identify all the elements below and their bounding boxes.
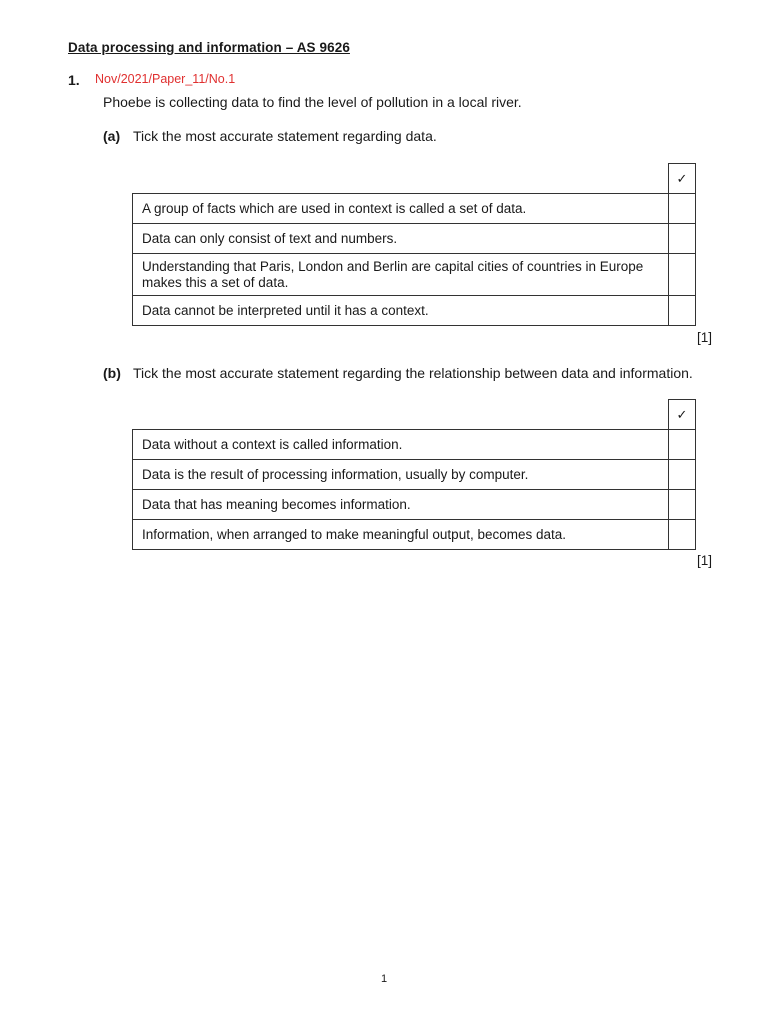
part-b-marks: [1] — [696, 553, 712, 568]
part-b-table — [132, 399, 696, 550]
question-reference: Nov/2021/Paper_11/No.1 — [95, 72, 236, 86]
statement-text: Data cannot be interpreted until it has a context. — [133, 296, 669, 326]
statement-text: Data without a context is called information. — [133, 430, 669, 460]
page-number: 1 — [380, 973, 388, 985]
part-a-text: Tick the most accurate statement regarding data. — [133, 128, 437, 144]
part-a-label: (a) — [103, 128, 121, 144]
statement-text: A group of facts which are used in context is called a set of data. — [133, 194, 669, 224]
table-row — [133, 430, 696, 460]
statement-text: Data can only consist of text and numbers. — [133, 224, 669, 254]
table-row — [133, 520, 696, 550]
statement-text: Understanding that Paris, London and Berlin are capital cities of countries in Europe makes this a set of data. — [133, 254, 669, 296]
tick-box[interactable] — [669, 194, 696, 224]
tick-column-header: ✓ — [669, 164, 696, 194]
tick-box[interactable] — [669, 430, 696, 460]
table-row — [133, 460, 696, 490]
part-b-text: Tick the most accurate statement regarding the relationship between data and information. — [133, 365, 693, 381]
document-title: Data processing and information – AS 9626 — [68, 40, 350, 55]
tick-box[interactable] — [669, 490, 696, 520]
tick-box[interactable] — [669, 296, 696, 326]
table-row — [133, 254, 696, 296]
part-a-table — [132, 163, 696, 326]
part-b-prompt — [103, 365, 693, 381]
statement-text: Data is the result of processing information, usually by computer. — [133, 460, 669, 490]
part-a-marks: [1] — [696, 330, 712, 345]
table-row — [133, 296, 696, 326]
table-row — [133, 194, 696, 224]
table-row — [133, 490, 696, 520]
tick-box[interactable] — [669, 520, 696, 550]
question-stem: Phoebe is collecting data to find the level of pollution in a local river. — [103, 94, 522, 110]
tick-column-header: ✓ — [669, 400, 696, 430]
part-b-label: (b) — [103, 365, 121, 381]
tick-box[interactable] — [669, 254, 696, 296]
tick-box[interactable] — [669, 460, 696, 490]
tick-box[interactable] — [669, 224, 696, 254]
statement-text: Information, when arranged to make meaningful output, becomes data. — [133, 520, 669, 550]
statement-text: Data that has meaning becomes information. — [133, 490, 669, 520]
part-a-prompt — [103, 128, 437, 144]
question-number: 1. — [68, 72, 80, 88]
table-row — [133, 224, 696, 254]
